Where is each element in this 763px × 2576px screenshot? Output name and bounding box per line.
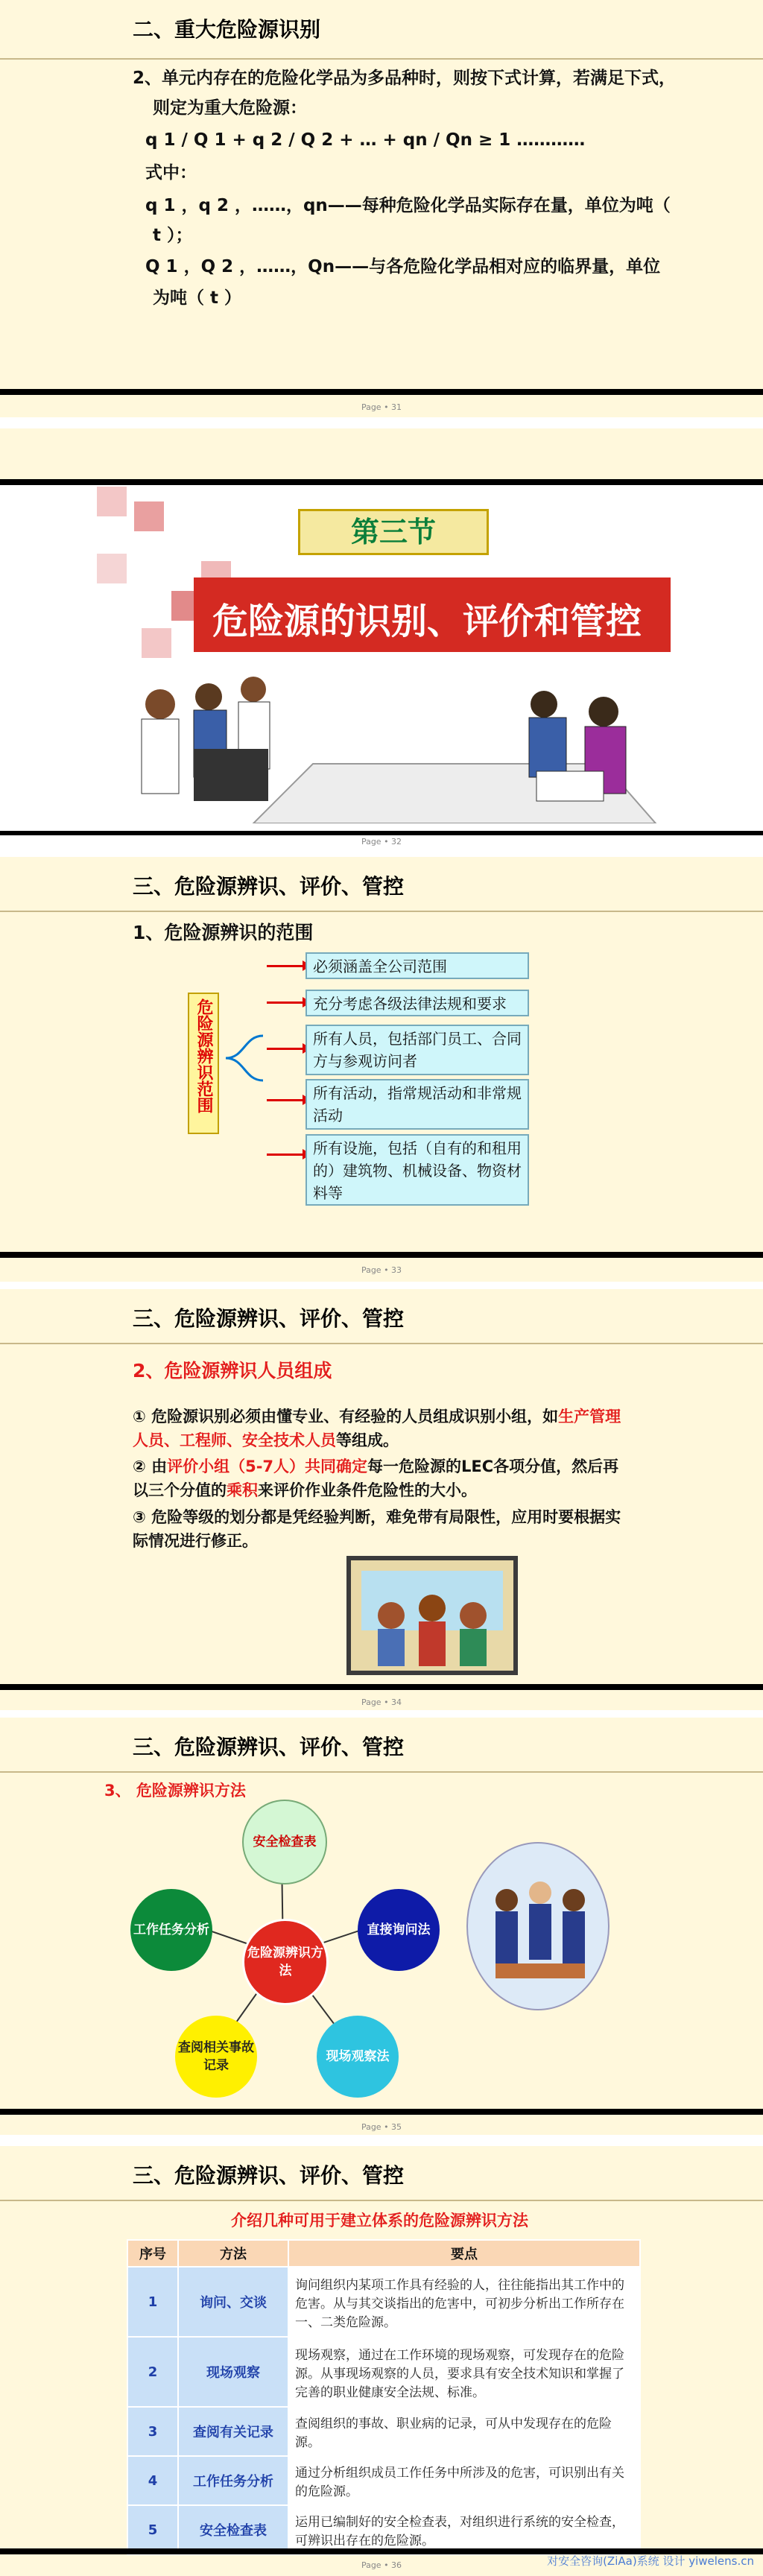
slide-title: 三、危险源辨识、评价、管控 — [133, 874, 405, 899]
method-node: 直接询问法 — [358, 1889, 440, 1971]
text: ① 危险源识别必须由懂专业、有经验的人员组成识别小组，如 — [133, 1408, 559, 1425]
slide-36 — [0, 2146, 763, 2576]
arrow — [267, 1153, 304, 1156]
subtitle: 2、危险源辨识人员组成 — [133, 1360, 332, 1382]
arrow — [267, 965, 304, 967]
arrow — [267, 1099, 304, 1101]
table-row — [127, 2456, 640, 2505]
page-number: Page • 33 — [361, 1265, 402, 1275]
footer-bar — [0, 389, 763, 395]
table-header-row — [127, 2240, 640, 2267]
table-header: 要点 — [288, 2240, 640, 2267]
table-row — [127, 2505, 640, 2554]
row-method: 工作任务分析 — [178, 2456, 288, 2505]
section-badge: 第三节 — [298, 509, 489, 555]
watermark-text: 对安全咨询(ZiAa)系统 设计 yiwelens.cn — [547, 2554, 754, 2568]
method-node: 工作任务分析 — [130, 1889, 212, 1971]
table-header: 序号 — [127, 2240, 178, 2267]
paragraph-2 — [133, 1455, 632, 1502]
slide-title: 三、危险源辨识、评价、管控 — [133, 2163, 405, 2188]
table-row — [127, 2267, 640, 2337]
row-method: 询问、交谈 — [178, 2267, 288, 2337]
row-method: 查阅有关记录 — [178, 2407, 288, 2456]
page-number: Page • 32 — [361, 837, 402, 846]
page-number: Page • 34 — [361, 1697, 402, 1707]
slide-31 — [0, 0, 763, 417]
slide-33 — [0, 857, 763, 1282]
row-number: 2 — [127, 2337, 178, 2407]
center-node: 危险源辨识方法 — [242, 1919, 329, 2005]
text-line: q 1 ，q 2 ，……，qn——每种危险化学品实际存在量，单位为吨（ — [145, 196, 671, 215]
row-point: 通过分析组织成员工作任务中所涉及的危害，可识别出有关的危险源。 — [288, 2456, 640, 2505]
text-line: Q 1 ，Q 2 ，……，Qn——与各危险化学品相对应的临界量，单位 — [145, 257, 661, 276]
slide-title: 二、重大危险源识别 — [133, 17, 321, 42]
slide-header — [0, 0, 763, 60]
slide-34 — [0, 1289, 763, 1710]
subtitle: 介绍几种可用于建立体系的危险源辨识方法 — [231, 2212, 528, 2230]
text: 每一危险源的LEC各项分值，然后再以三个分值的 — [133, 1458, 619, 1499]
arrow — [267, 1048, 304, 1050]
highlight-text: 生产管理人员、工程师、安全技术人员 — [133, 1408, 621, 1449]
row-method: 现场观察 — [178, 2337, 288, 2407]
slide-header — [0, 2146, 763, 2201]
table-row — [127, 2337, 640, 2407]
table-row — [127, 2407, 640, 2456]
scope-item: 所有设施，包括（自有的和租用的）建筑物、机械设备、物资材料等 — [305, 1134, 529, 1206]
row-point: 现场观察，通过在工作环境的现场观察，可发现存在的危险源。从事现场观察的人员，要求具有安全技术知识和掌握了完善的职业健康安全法规、标准。 — [288, 2337, 640, 2407]
methods-table — [127, 2239, 641, 2555]
subtitle: 3、 危险源辨识方法 — [104, 1782, 246, 1800]
highlight-text: 乘积 — [227, 1481, 258, 1499]
scope-item: 所有人员，包括部门员工、合同方与参观访问者 — [305, 1025, 529, 1075]
table-header: 方法 — [178, 2240, 288, 2267]
row-number: 3 — [127, 2407, 178, 2456]
scope-item: 所有活动，指常规活动和非常规活动 — [305, 1079, 529, 1130]
slide-35 — [0, 1718, 763, 2135]
slide-header — [0, 857, 763, 912]
people-illustration — [466, 1841, 611, 2012]
scope-center-box — [188, 993, 219, 1134]
text-line: 2、单元内存在的危险化学品为多品种时，则按下式计算，若满足下式， — [133, 69, 677, 88]
page-number: Page • 31 — [361, 402, 402, 412]
scope-center-label: 危险源辨识范围 — [194, 999, 213, 1113]
highlight-text: 评价小组（5-7人）共同确定 — [167, 1458, 368, 1475]
method-node: 安全检查表 — [242, 1800, 327, 1884]
slide-top-bar — [0, 428, 763, 481]
text-line: 则定为重大危险源： — [153, 98, 307, 118]
text-line: t ）； — [153, 226, 193, 245]
text: 等组成。 — [336, 1431, 399, 1449]
method-node: 现场观察法 — [317, 2016, 399, 2098]
text-line: 式中： — [145, 163, 197, 183]
footer-bar — [0, 2109, 763, 2115]
slide-32 — [0, 428, 763, 849]
footer-bar — [0, 831, 763, 835]
slide-title: 三、危险源辨识、评价、管控 — [133, 1735, 405, 1759]
paragraph-3: ③ 危险等级的划分都是凭经验判断，难免带有局限性，应用时要根据实际情况进行修正。 — [133, 1508, 621, 1550]
formula: q 1 / Q 1 + q 2 / Q 2 + … + qn / Qn ≥ 1 ………… — [145, 130, 586, 150]
row-number: 1 — [127, 2267, 178, 2337]
row-number: 4 — [127, 2456, 178, 2505]
row-point: 运用已编制好的安全检查表，对组织进行系统的安全检查，可辨识出存在的危险源。 — [288, 2505, 640, 2554]
footer-bar — [0, 1684, 763, 1690]
subtitle: 1、危险源辨识的范围 — [133, 922, 314, 943]
text: ② 由 — [133, 1458, 168, 1475]
row-number: 5 — [127, 2505, 178, 2554]
text-line: 为吨（ t ） — [153, 288, 242, 308]
row-point: 询问组织内某项工作具有经验的人，往往能指出其工作中的危害。从与其交谈指出的危害中，可初步分析出工作所存在一、二类危险源。 — [288, 2267, 640, 2337]
banner-title: 危险源的识别、评价和管控 — [212, 601, 642, 642]
page-number: Page • 36 — [361, 2560, 402, 2570]
page-number: Page • 35 — [361, 2122, 402, 2132]
meeting-illustration — [89, 674, 671, 823]
arrow — [267, 1001, 304, 1004]
text: 来评价作业条件危险性的大小。 — [258, 1481, 477, 1499]
slide-header — [0, 1289, 763, 1344]
footer-bar — [0, 1252, 763, 1258]
slide-top-bar — [0, 479, 763, 485]
scope-item: 充分考虑各级法律法规和要求 — [305, 990, 529, 1016]
row-method: 安全检查表 — [178, 2505, 288, 2554]
paragraph-1 — [133, 1405, 632, 1452]
method-node: 查阅相关事故记录 — [175, 2016, 257, 2098]
brace — [222, 1021, 267, 1095]
row-point: 查阅组织的事故、职业病的记录，可从中发现存在的危险源。 — [288, 2407, 640, 2456]
scope-item: 必须涵盖全公司范围 — [305, 952, 529, 979]
clipart-image — [346, 1556, 518, 1675]
slide-title: 三、危险源辨识、评价、管控 — [133, 1306, 405, 1331]
